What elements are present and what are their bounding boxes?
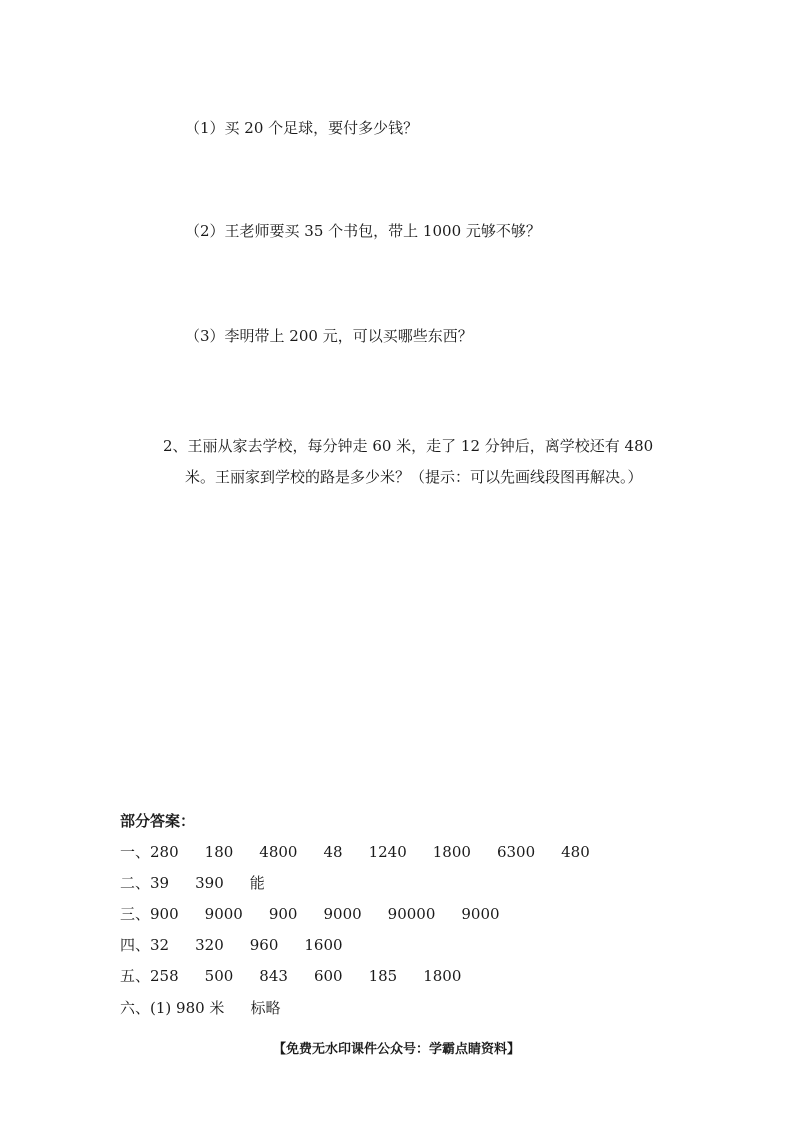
answer-value: 32 [150,936,170,954]
answer-value: 1600 [304,936,343,954]
answer-value: 900 [150,905,179,923]
answer-value: 1800 [432,843,471,861]
answer-value: (1) 980 米 [150,999,225,1017]
problem-2-line-1: 2、王丽从家去学校，每分钟走 60 米，走了 12 分钟后，离学校还有 480 [163,437,654,455]
answer-value: 能 [249,874,265,892]
answer-row-3 [120,904,526,924]
answers-title: 部分答案： [120,812,196,830]
answer-value: 48 [323,843,343,861]
answer-value: 600 [313,967,343,985]
answer-value: 843 [259,967,288,985]
answer-value: 1240 [368,843,407,861]
problem-2-line-2: 米。王丽家到学校的路是多少米？（提示：可以先画线段图再解决。） [185,468,643,486]
answer-value: 280 [150,843,179,861]
answer-row-5 [120,966,487,986]
answer-value: 185 [368,967,398,985]
page-footer: 【免费无水印课件公众号：学霸点睛资料】 [272,1042,520,1057]
answer-value: 39 [150,874,170,892]
answer-value: 1800 [423,967,462,985]
answer-value: 9000 [323,905,362,923]
answer-value: 480 [561,843,590,861]
answer-value: 9000 [204,905,243,923]
answer-value: 960 [249,936,279,954]
question-3: （3）李明带上 200 元，可以买哪些东西？ [185,327,473,345]
answer-value: 4800 [259,843,298,861]
answer-value: 180 [204,843,234,861]
answer-row-1 [120,842,616,862]
answer-row-lead: 二、 [120,874,151,892]
answer-row-lead: 四、 [120,936,151,954]
answer-row-lead: 六、 [120,999,151,1017]
answer-row-6 [120,998,306,1018]
answer-value: 900 [268,905,298,923]
answer-value: 258 [150,967,179,985]
answer-value: 9000 [461,905,500,923]
answer-value: 500 [204,967,234,985]
answer-value: 320 [195,936,224,954]
answer-value: 标略 [250,999,281,1017]
answer-row-lead: 五、 [120,967,151,985]
answer-value: 6300 [496,843,536,861]
answer-row-lead: 一、 [120,843,151,861]
answer-row-lead: 三、 [120,905,151,923]
answer-value: 390 [195,874,224,892]
answer-row-4 [120,935,369,955]
answer-row-2 [120,873,291,893]
question-2: （2）王老师要买 35 个书包，带上 1000 元够不够？ [185,222,541,240]
question-1: （1）买 20 个足球，要付多少钱？ [185,119,419,137]
answer-value: 90000 [387,905,436,923]
